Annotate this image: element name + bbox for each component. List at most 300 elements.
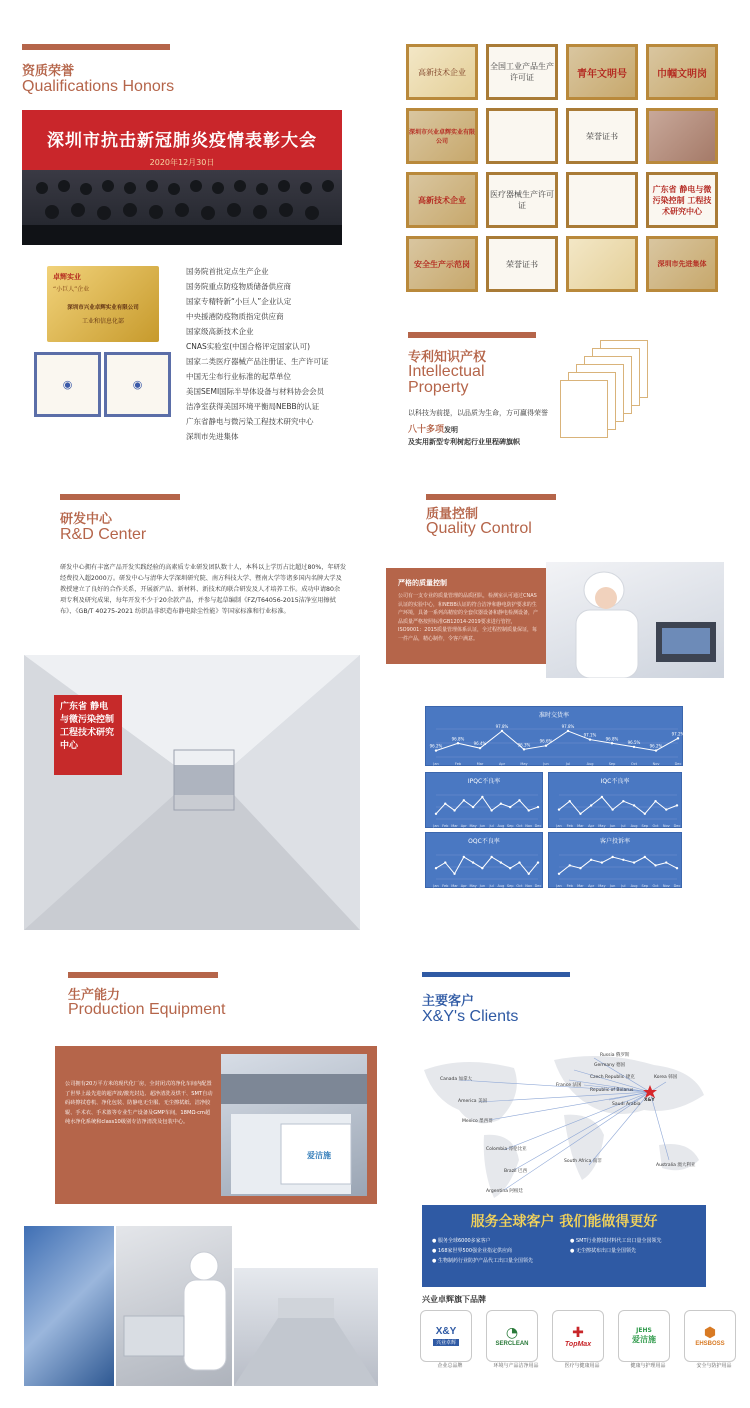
chart-point <box>654 864 656 866</box>
chart-tick-label: Feb <box>442 824 449 828</box>
chart-tick-label: Sep <box>641 824 649 828</box>
ip-title-en-2: Property <box>408 379 469 396</box>
chart-title: 准时交货率 <box>538 712 569 719</box>
chart-point <box>537 806 539 808</box>
lab-technician-photo <box>546 562 724 678</box>
map-label: Korea 韩国 <box>654 1075 678 1080</box>
chart-data-label: 97.2% <box>671 731 684 737</box>
chart-data-label: 96.8% <box>605 736 619 742</box>
topmax-cross-icon: ✚ <box>572 1324 584 1341</box>
map-label: America 美国 <box>458 1099 487 1104</box>
crowd-silhouettes <box>22 170 342 245</box>
chart-series-line <box>436 731 678 751</box>
chart-point <box>481 796 483 798</box>
map-label: Republic of Belarus <box>590 1088 634 1093</box>
map-label: Brazil 巴西 <box>504 1169 527 1174</box>
chart-tick-label: Mar <box>577 884 584 888</box>
honors-title-en: Qualifications Honors <box>22 78 175 95</box>
brand-serclean <box>486 1310 546 1369</box>
bullet-text: SMT行业擦拭材料代工出口量全国领先 <box>575 1238 662 1244</box>
bullet-item <box>570 1237 708 1244</box>
certificate: 青年文明号 <box>566 44 638 100</box>
map-label: Argentina 阿根廷 <box>486 1189 523 1194</box>
bullet-item <box>432 1257 570 1264</box>
chart-tick-label: Mar <box>476 762 484 766</box>
chart-tick-label: Jan <box>433 762 439 766</box>
map-label: Czech Republic 捷克 <box>590 1075 635 1080</box>
brands-title: 兴业卓辉旗下品牌 <box>422 1295 486 1304</box>
quality-accent-bar <box>426 494 556 500</box>
brand-logo-text: TopMax <box>564 1340 592 1348</box>
chart-tick-label: Jul <box>621 824 626 828</box>
chart-point <box>528 809 530 811</box>
certificate: 广东省 静电与微污染控制 工程技术研究中心 <box>646 172 718 228</box>
map-label: France 法国 <box>556 1083 582 1088</box>
plaque-slogan: “小巨人”企业 <box>53 286 90 293</box>
plaque-company: 深圳市兴业卓辉实业有限公司 <box>67 305 139 311</box>
chart-tick-label: Jan <box>433 884 439 888</box>
production-paragraph: 公司拥有20万平方米的现代化厂房，全封闭式的净化车间内配置了世界上最先进的超声波/激光封边、超净清洗及烘干、SMT自动码砖擦拭卷机、净化包装、防静电无尘服、无尘擦拭纸、洁净胶辊、手术衣、手术篮等专业生产设备及GMP车间，18MΩ·cm超纯水净化系统和class10级别专洁净清洗及包装中心。 <box>65 1081 213 1125</box>
chart-point <box>590 859 592 861</box>
honor-item: 洁净室获得美国环境平衡局NEBB的认证 <box>186 402 320 411</box>
chart-point <box>589 738 591 740</box>
chart-point <box>509 867 511 869</box>
certificate <box>566 172 638 228</box>
research-center-sign: 广东省 静电与微污染控制 工程技术研究中心 <box>54 695 122 775</box>
certificate: 全国工业产品生产许可证 <box>486 44 558 100</box>
chart-title: 客户投诉率 <box>599 838 630 845</box>
honor-item: 国家级高新技术企业 <box>186 327 254 336</box>
crowd-photo <box>22 170 342 245</box>
honor-item: 国务院重点防疫物质储备供应商 <box>186 282 291 291</box>
banner-title: 服务全球客户 我们能做得更好 <box>470 1214 658 1230</box>
chart-point <box>601 796 603 798</box>
honor-item: 中央援港防疫物质指定供应商 <box>186 312 284 321</box>
chart-tick-label: Nov <box>662 884 670 888</box>
chart-tick-label: Dec <box>674 762 682 766</box>
chart-point <box>490 856 492 858</box>
chart-canvas <box>549 785 683 829</box>
chart-point <box>537 861 539 863</box>
bullet-item <box>432 1247 570 1254</box>
brand-logo-card <box>552 1310 604 1362</box>
chart-data-label: 96.5% <box>627 739 641 745</box>
plaque-issuer: 工业和信息化部 <box>81 318 124 325</box>
chart-on-time-delivery <box>425 706 683 766</box>
chart-tick-label: Feb <box>442 884 449 888</box>
chart-tick-label: Jan <box>556 824 562 828</box>
quality-title-cn: 质量控制 <box>426 507 479 522</box>
chart-point <box>472 861 474 863</box>
chart-tick-label: Jul <box>565 762 571 766</box>
ceremony-date: 2020年12月30日 <box>149 158 215 167</box>
certificate <box>566 236 638 292</box>
map-label: South Africa 南非 <box>564 1159 602 1164</box>
chart-tick-label: May <box>598 884 606 888</box>
chart-tick-label: Jun <box>479 884 486 888</box>
bullet-item <box>432 1237 570 1244</box>
chart-point <box>528 873 530 875</box>
chart-series-line <box>436 797 538 814</box>
chart-tick-label: Mar <box>451 824 458 828</box>
chart-tick-label: Sep <box>506 824 514 828</box>
chart-point <box>601 861 603 863</box>
chart-data-label: 96.4% <box>473 741 487 747</box>
chart-tick-label: Nov <box>662 824 670 828</box>
chart-title: OQC不良率 <box>468 838 500 845</box>
chart-oqc-defect <box>425 832 543 888</box>
chart-point <box>644 856 646 858</box>
certificate: 医疗器械生产许可证 <box>486 172 558 228</box>
brand-label: 医疗与健康用品 <box>564 1363 600 1369</box>
chart-point <box>654 800 656 802</box>
bullet-dot-icon: ● <box>570 1248 576 1254</box>
chart-tick-label: Sep <box>506 884 514 888</box>
certificate: 荣誉证书 <box>566 108 638 164</box>
chart-tick-label: Sep <box>641 884 649 888</box>
chart-point <box>463 856 465 858</box>
brand-logo-card <box>684 1310 736 1362</box>
chart-series-line <box>436 857 538 874</box>
chart-point <box>523 748 525 750</box>
chart-point <box>622 859 624 861</box>
chart-point <box>444 803 446 805</box>
certificate: 深圳市兴业卓辉实业有限公司 <box>406 108 478 164</box>
brand-label: 健康与护理用品 <box>630 1363 666 1369</box>
chart-point <box>509 806 511 808</box>
clients-title-cn: 主要客户 <box>422 994 475 1009</box>
map-label: Russia 俄罗斯 <box>600 1053 630 1058</box>
chart-point <box>611 808 613 810</box>
chart-point <box>453 809 455 811</box>
chart-point <box>676 804 678 806</box>
banner-bullets <box>432 1237 696 1264</box>
chart-tick-label: Nov <box>525 824 533 828</box>
chart-tick-label: Oct <box>630 762 638 766</box>
chart-tick-label: Jan <box>556 884 562 888</box>
brand-ehsboss <box>684 1310 744 1369</box>
chart-point <box>579 867 581 869</box>
chart-tick-label: Jun <box>609 884 616 888</box>
chart-point <box>633 804 635 806</box>
production-title-en: Production Equipment <box>68 1001 226 1018</box>
worker-figure <box>116 1226 232 1386</box>
bullet-text: 生物制药行业防护产品代工出口量全国领先 <box>437 1258 533 1264</box>
brand-list <box>420 1310 744 1369</box>
chart-tick-label: Feb <box>566 884 573 888</box>
cleanroom-corridor-photo <box>24 655 360 930</box>
chart-data-label: 96.2% <box>429 743 443 749</box>
chart-point <box>569 800 571 802</box>
serclean-logo-icon: ◔ <box>505 1325 519 1341</box>
chart-tick-label: Dec <box>673 884 681 888</box>
cnas-logo-icon: ◉ <box>62 378 73 391</box>
chart-tick-label: Sep <box>608 762 616 766</box>
honor-item: 国家二类医疗器械产品注册证、生产许可证 <box>186 357 329 366</box>
chart-series-line <box>559 857 677 874</box>
chart-tick-label: Oct <box>652 884 659 888</box>
chart-tick-label: Apr <box>588 884 595 888</box>
chart-point <box>569 864 571 866</box>
cnas-logo-icon-2: ◉ <box>132 378 143 391</box>
chart-tick-label: Nov <box>652 762 660 766</box>
quality-box-text: 公司有一支专业的质量管理的品质团队，检测室认可通过CNAS认证的实验中心，和NEBB认证的符合洁净和静电防护要求的生产环境，具备一系列高精密的全套仪器设备和静电检测设备，产品质量严格按照标准GB12014-2019要求进行管控，ISO9001：2015质量管理体系认证，全过程控制质量保证，每一件产品，精心制作，令客户满意。 <box>398 593 539 642</box>
chart-point <box>463 799 465 801</box>
certificate: 荣誉证书 <box>486 236 558 292</box>
honors-title-cn: 资质荣誉 <box>22 64 75 79</box>
production-accent-bar <box>68 972 218 978</box>
honor-item: 国家专精特新“小巨人”企业认定 <box>186 297 292 306</box>
chart-point <box>545 745 547 747</box>
chart-series-line <box>559 797 677 814</box>
chart-canvas <box>426 845 544 889</box>
chart-point <box>665 808 667 810</box>
certificate-grid <box>406 44 721 292</box>
chart-point <box>611 742 613 744</box>
honor-item: 美国SEMI国际半导体设备与材料协会会员 <box>186 387 325 396</box>
honors-list <box>186 264 329 444</box>
chart-tick-label: Aug <box>630 884 638 888</box>
bullet-dot-icon: ● <box>432 1258 438 1264</box>
chart-tick-label: May <box>598 824 606 828</box>
chart-tick-label: Aug <box>497 884 505 888</box>
chart-tick-label: Dec <box>673 824 681 828</box>
chart-point <box>453 873 455 875</box>
quality-box-title: 严格的质量控制 <box>398 579 447 587</box>
chart-data-label: 97.8% <box>561 724 575 729</box>
chart-point <box>518 799 520 801</box>
production-info-box <box>55 1046 377 1204</box>
chart-point <box>633 746 635 748</box>
chart-point <box>435 867 437 869</box>
chart-tick-label: Aug <box>630 824 638 828</box>
chart-point <box>479 747 481 749</box>
ip-title-en-1: Intellectual <box>408 363 485 380</box>
ip-line-3: 及实用新型专利树起行业里程碑旗帜 <box>408 438 520 446</box>
quality-info-box <box>386 568 550 664</box>
map-label: Saudi Arabia <box>612 1102 641 1107</box>
chart-point <box>579 813 581 815</box>
chart-tick-label: Nov <box>525 884 533 888</box>
chart-data-label: 97.8% <box>495 724 509 729</box>
chart-customer-complaint <box>548 832 682 888</box>
patent-stack <box>560 340 710 440</box>
bullet-item <box>570 1247 708 1254</box>
certificate <box>486 108 558 164</box>
chart-tick-label: Apr <box>498 762 506 766</box>
production-title-cn: 生产能力 <box>68 988 121 1003</box>
chart-data-label: 96.3% <box>517 742 531 748</box>
chart-tick-label: Apr <box>460 884 467 888</box>
chart-point <box>500 861 502 863</box>
chart-point <box>665 861 667 863</box>
chart-point <box>677 737 679 739</box>
cnas-certificate-cn <box>34 352 101 417</box>
cleanroom-worker-photo <box>116 1226 232 1386</box>
chart-point <box>633 861 635 863</box>
chart-iqc-defect <box>548 772 682 828</box>
world-map-svg <box>404 1040 724 1200</box>
certificate: 安全生产示范岗 <box>406 236 478 292</box>
rd-title-en: R&D Center <box>60 526 147 543</box>
production-machine-photo <box>221 1054 367 1196</box>
chart-point <box>435 749 437 751</box>
chart-point <box>567 730 569 732</box>
chart-point <box>501 730 503 732</box>
certificate: 高新技术企业 <box>406 44 478 100</box>
bullet-text: 服务全球6000多家客户 <box>437 1238 491 1244</box>
chart-tick-label: Jul <box>489 824 494 828</box>
chart-tick-label: Dec <box>534 884 542 888</box>
chart-data-label: 96.6% <box>539 738 553 744</box>
chart-tick-label: Feb <box>566 824 573 828</box>
roller-machine-photo <box>24 1226 114 1386</box>
ip-line-1: 以科技为前提，以品质为生命，方可赢得荣誉 <box>408 409 548 417</box>
clients-title-en: X&Y's Clients <box>422 1008 519 1025</box>
brand-logo-card <box>420 1310 472 1362</box>
chart-point <box>644 813 646 815</box>
honor-item: 中国无尘布行业标准的起草单位 <box>186 372 291 381</box>
brand-logo-text: EHSBOSS <box>695 1341 725 1347</box>
honor-item: 广东省静电与微污染工程技术研究中心 <box>186 417 314 426</box>
brand-sub-text: JEHS <box>636 1327 652 1334</box>
ip-accent-bar <box>408 332 536 338</box>
brand-logo-card <box>486 1310 538 1362</box>
brand-sub-text: 兴业卓辉 <box>433 1339 459 1346</box>
chart-point <box>500 803 502 805</box>
chart-point <box>481 867 483 869</box>
bullet-dot-icon: ● <box>432 1248 438 1254</box>
ceremony-banner-text: 深圳市抗击新冠肺炎疫情表彰大会 <box>47 131 317 151</box>
hall-perspective <box>234 1268 378 1386</box>
map-label: Canada 加拿大 <box>440 1077 473 1082</box>
brand-x-and-y <box>420 1310 480 1369</box>
chart-tick-label: Apr <box>460 824 467 828</box>
chart-tick-label: Jul <box>489 884 494 888</box>
cnas-certificate-en <box>104 352 171 417</box>
chart-tick-label: Mar <box>577 824 584 828</box>
certificate: 深圳市先进集体 <box>646 236 718 292</box>
ip-line-2-suffix: 发明 <box>444 426 459 434</box>
chart-point <box>611 856 613 858</box>
chart-point <box>558 808 560 810</box>
plaque-brand: 卓辉实业 <box>53 273 81 281</box>
bullet-text: 无尘擦拭布出口量全国领先 <box>575 1248 636 1254</box>
chart-canvas <box>426 719 684 767</box>
chart-canvas <box>426 785 544 829</box>
chart-tick-label: Jun <box>543 762 549 766</box>
ip-line-2 <box>408 422 458 435</box>
brand-label: 安全与防护用品 <box>696 1363 732 1369</box>
chart-ipqc-defect <box>425 772 543 828</box>
ip-highlight: 八十多项 <box>408 425 445 435</box>
chart-tick-label: Apr <box>588 824 595 828</box>
award-ceremony-photo <box>22 110 342 245</box>
chart-title: IPQC不良率 <box>467 778 501 785</box>
chart-tick-label: Jul <box>621 884 626 888</box>
chart-data-label: 96.2% <box>649 743 663 749</box>
bullet-text: 168家世界500强企业指定供应商 <box>437 1248 513 1254</box>
map-label: Germany 德国 <box>594 1063 626 1068</box>
chart-point <box>435 813 437 815</box>
chart-point <box>590 804 592 806</box>
chart-tick-label: May <box>469 884 477 888</box>
chart-tick-label: Oct <box>516 824 523 828</box>
product-package-brand: 爱洁施 <box>307 1151 331 1160</box>
global-service-banner <box>422 1205 706 1287</box>
chart-canvas <box>549 845 683 889</box>
chart-title: IQC不良率 <box>600 778 630 785</box>
chart-data-label: 97.1% <box>583 732 597 738</box>
chart-tick-label: May <box>520 762 528 766</box>
honor-item: CNAS实验室(中国合格评定国家认可) <box>186 342 311 351</box>
brand-topmax <box>552 1310 612 1369</box>
chart-point <box>472 806 474 808</box>
cleanroom-hall-photo <box>234 1268 378 1386</box>
ehsboss-shield-icon: ⬢ <box>703 1325 717 1341</box>
chart-tick-label: Oct <box>652 824 659 828</box>
map-label: Colombia 哥伦比亚 <box>486 1147 527 1152</box>
clients-accent-bar <box>422 972 570 977</box>
certificate <box>646 108 718 164</box>
chart-tick-label: Dec <box>534 824 542 828</box>
rd-title-cn: 研发中心 <box>60 512 113 527</box>
chart-tick-label: Feb <box>454 762 462 766</box>
chart-point <box>518 861 520 863</box>
brand-logo-text: X&Y <box>435 1326 457 1337</box>
brand-logo-text: SERCLEAN <box>495 1341 529 1347</box>
brand-label: 环境与产品洁净用品 <box>493 1363 539 1369</box>
certificate: 高新技术企业 <box>406 172 478 228</box>
brand-logo-card <box>618 1310 670 1362</box>
honor-item: 国务院首批定点生产企业 <box>186 267 269 276</box>
technician-figure <box>546 562 724 678</box>
bullet-dot-icon: ● <box>432 1238 438 1244</box>
chart-tick-label: Aug <box>497 824 505 828</box>
chart-data-label: 96.8% <box>451 736 465 742</box>
rd-accent-bar <box>60 494 180 500</box>
chart-point <box>676 867 678 869</box>
chart-tick-label: May <box>469 824 477 828</box>
chart-tick-label: Jan <box>433 824 439 828</box>
world-map <box>404 1040 724 1200</box>
chart-point <box>655 749 657 751</box>
chart-tick-label: Aug <box>586 762 594 766</box>
brand-jehs <box>618 1310 678 1369</box>
machine-figure <box>221 1054 367 1196</box>
ip-title-cn: 专利知识产权 <box>408 350 487 365</box>
little-giant-plaque <box>47 266 159 342</box>
honors-accent-bar <box>22 44 170 50</box>
chart-point <box>490 809 492 811</box>
chart-tick-label: Jun <box>609 824 616 828</box>
map-label: X&Y <box>644 1098 655 1103</box>
chart-point <box>444 861 446 863</box>
map-label: Australia 澳大利亚 <box>656 1163 696 1168</box>
quality-title-en: Quality Control <box>426 520 532 537</box>
chart-tick-label: Mar <box>451 884 458 888</box>
chart-point <box>622 800 624 802</box>
chart-tick-label: Oct <box>516 884 523 888</box>
brand-logo-text: 爱洁施 <box>632 1335 656 1344</box>
honor-item: 深圳市先进集体 <box>186 432 239 441</box>
bullet-dot-icon: ● <box>570 1238 576 1244</box>
map-label: Mexico 墨西哥 <box>462 1119 493 1124</box>
brand-label: 企业总品牌 <box>437 1363 463 1369</box>
chart-point <box>558 873 560 875</box>
chart-tick-label: Jun <box>479 824 486 828</box>
rd-paragraph: 研发中心拥有丰富产品开发实践经验的高素质专业研发团队数十人，本科以上学历占比超过80%，年研发经费投入超2000万。研发中心与清华大学深圳研究院、南方科技大学、暨南大学等诸多国内名牌大学及教授建立了良好的合作关系，开展新产品、新材料、新技术的联合研发及人才培养工作。成功申请80余项专利及研究成果，每年开发不少于20余款产品，并参与起草编制《FZ/T64056-2015洁净室用擦拭布》、《GB/T 40275-2021 纺织品非织造布静电除尘性能》等国家标准和行业标准。 <box>60 564 346 615</box>
